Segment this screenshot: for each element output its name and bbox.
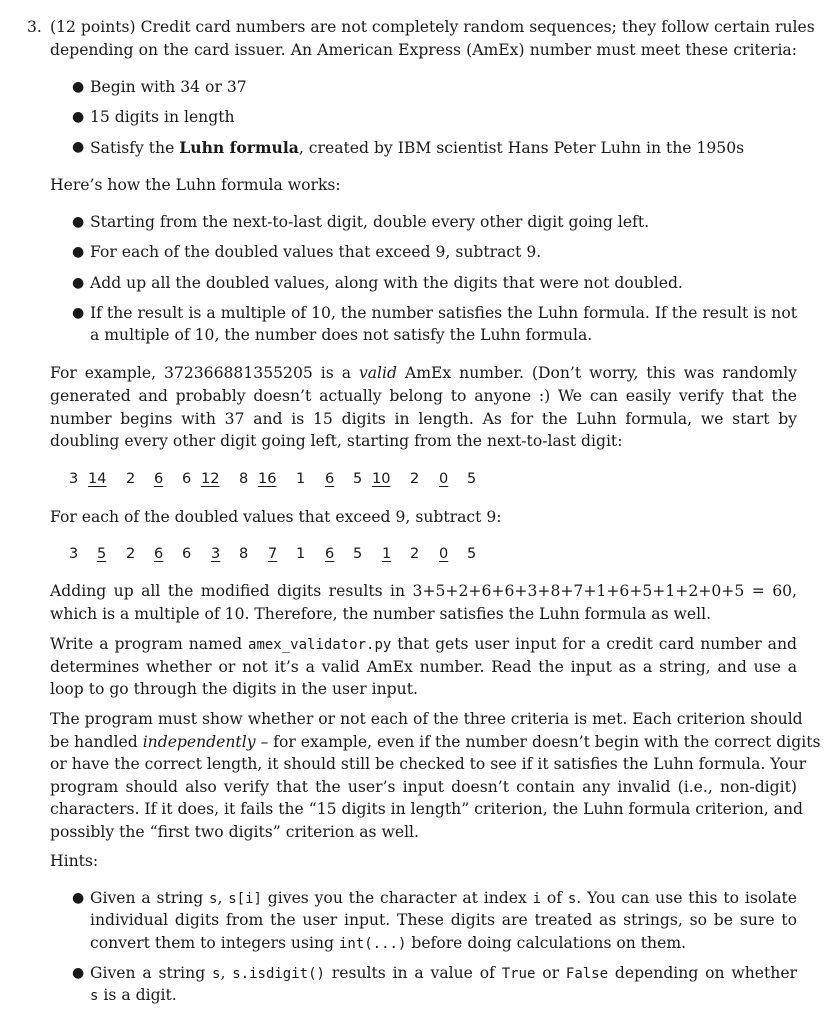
doubled-digit: 3	[69, 471, 79, 487]
doubled-digit: 16	[258, 471, 277, 487]
reduced-digit: 0	[439, 546, 449, 562]
criterion-length: 15 digits in length	[90, 108, 235, 126]
must-line-2: be handled independently – for example, even if the number doesn’t begin with the correct digits	[50, 733, 821, 751]
reduced-digit: 2	[126, 546, 136, 562]
doubled-digit: 2	[410, 471, 420, 487]
subtract-instruction: For each of the doubled values that exceed 9, subtract 9:	[50, 508, 502, 526]
question-intro-line-2: depending on the card issuer. An American Express (AmEx) number must meet these criteria:	[50, 41, 797, 59]
luhn-step-1: Starting from the next-to-last digit, double every other digit going left.	[90, 213, 650, 231]
reduced-digit: 1	[382, 546, 392, 562]
doubled-digit: 5	[467, 471, 477, 487]
program-line-2: determines whether or not it’s a valid AmEx number. Read the input as a string, and use a	[50, 658, 797, 676]
hint-1-line-3: convert them to integers using int(...) before doing calculations on them.	[90, 934, 687, 952]
bullet-icon: ●	[72, 965, 85, 981]
program-line-1: Write a program named amex_validator.py that gets user input for a credit card number and	[50, 635, 798, 653]
doubled-digit: 6	[182, 471, 192, 487]
luhn-step-2: For each of the doubled values that exceed 9, subtract 9.	[90, 243, 542, 261]
must-line-5: characters. If it does, it fails the “15 digits in length” criterion, the Luhn formula criterion, and	[50, 800, 803, 818]
criterion-luhn: Satisfy the Luhn formula, created by IBM scientist Hans Peter Luhn in the 1950s	[90, 138, 745, 157]
reduced-digit: 1	[296, 546, 306, 562]
reduced-digit: 3	[211, 546, 221, 562]
doubled-digit: 10	[372, 471, 391, 487]
question-intro-line-1: (12 points) Credit card numbers are not completely random sequences; they follow certain rules	[50, 18, 815, 36]
must-line-1: The program must show whether or not each of the three criteria is met. Each criterion should	[50, 710, 803, 728]
doubled-digit: 6	[154, 471, 164, 487]
program-line-3: loop to go through the digits in the user input.	[50, 680, 418, 698]
doubled-digit: 5	[353, 471, 363, 487]
reduced-digit: 5	[467, 546, 477, 562]
doubled-digit: 8	[239, 471, 249, 487]
example-line-4: doubling every other digit going left, starting from the next-to-last digit:	[50, 432, 623, 450]
luhn-formula-term: Luhn formula	[179, 138, 299, 157]
doubled-digit: 12	[201, 471, 220, 487]
doubled-digit: 0	[439, 471, 449, 487]
example-line-2: generated and probably doesn’t actually belong to anyone :) We can easily verify that the	[50, 387, 797, 405]
criterion-prefix: Begin with 34 or 37	[90, 78, 247, 96]
doubled-digit: 1	[296, 471, 306, 487]
reduced-digit: 2	[410, 546, 420, 562]
points-label: (12 points)	[50, 18, 136, 36]
hint-1-line-2: individual digits from the user input. These digits are treated as strings, so be sure to	[90, 911, 797, 929]
sum-line-2: which is a multiple of 10. Therefore, the number satisfies the Luhn formula as well.	[50, 605, 712, 623]
bullet-icon: ●	[72, 79, 85, 95]
reduced-digit: 3	[69, 546, 79, 562]
reduced-digit: 6	[325, 546, 335, 562]
bullet-icon: ●	[72, 139, 85, 155]
luhn-heading: Here’s how the Luhn formula works:	[50, 176, 341, 194]
luhn-step-4-line-2: a multiple of 10, the number does not satisfy the Luhn formula.	[90, 326, 593, 344]
reduced-digit: 7	[268, 546, 278, 562]
reduced-digit: 6	[154, 546, 164, 562]
reduced-digits-row	[0, 544, 828, 566]
bullet-icon: ●	[72, 275, 85, 291]
luhn-step-4-line-1: If the result is a multiple of 10, the number satisfies the Luhn formula. If the result is not	[90, 304, 797, 322]
bullet-icon: ●	[72, 244, 85, 260]
bullet-icon: ●	[72, 890, 85, 906]
sum-line-1: Adding up all the modified digits results in 3+5+2+6+6+3+8+7+1+6+5+1+2+0+5 = 60,	[50, 582, 797, 600]
hints-heading: Hints:	[50, 852, 99, 870]
hint-2-line-1: Given a string s, s.isdigit() results in a value of True or False depending on whether	[90, 964, 797, 982]
doubled-digit: 6	[325, 471, 335, 487]
hint-2-line-2: s is a digit.	[90, 986, 177, 1004]
example-line-1: For example, 372366881355205 is a valid AmEx number. (Don’t worry, this was randomly	[50, 364, 797, 382]
bullet-icon: ●	[72, 214, 85, 230]
must-line-6: possibly the “first two digits” criterion as well.	[50, 823, 420, 841]
question-number: 3.	[27, 18, 42, 36]
bullet-icon: ●	[72, 305, 85, 321]
must-line-4: program should also verify that the user’s input doesn’t contain any invalid (i.e., non-digit)	[50, 778, 797, 796]
reduced-digit: 5	[97, 546, 107, 562]
reduced-digit: 5	[353, 546, 363, 562]
hint-1-line-1: Given a string s, s[i] gives you the character at index i of s. You can use this to isolate	[90, 889, 798, 907]
reduced-digit: 8	[239, 546, 249, 562]
bullet-icon: ●	[72, 109, 85, 125]
doubled-digit: 14	[88, 471, 107, 487]
must-line-3: or have the correct length, it should still be checked to see if it satisfies the Luhn formula. Your	[50, 755, 807, 773]
doubled-digit: 2	[126, 471, 136, 487]
doubled-digits-row	[0, 469, 828, 491]
luhn-step-3: Add up all the doubled values, along with the digits that were not doubled.	[90, 274, 683, 292]
example-line-3: number begins with 37 and is 15 digits in length. As for the Luhn formula, we start by	[50, 410, 797, 428]
filename-code: amex_validator.py	[248, 637, 392, 653]
reduced-digit: 6	[182, 546, 192, 562]
